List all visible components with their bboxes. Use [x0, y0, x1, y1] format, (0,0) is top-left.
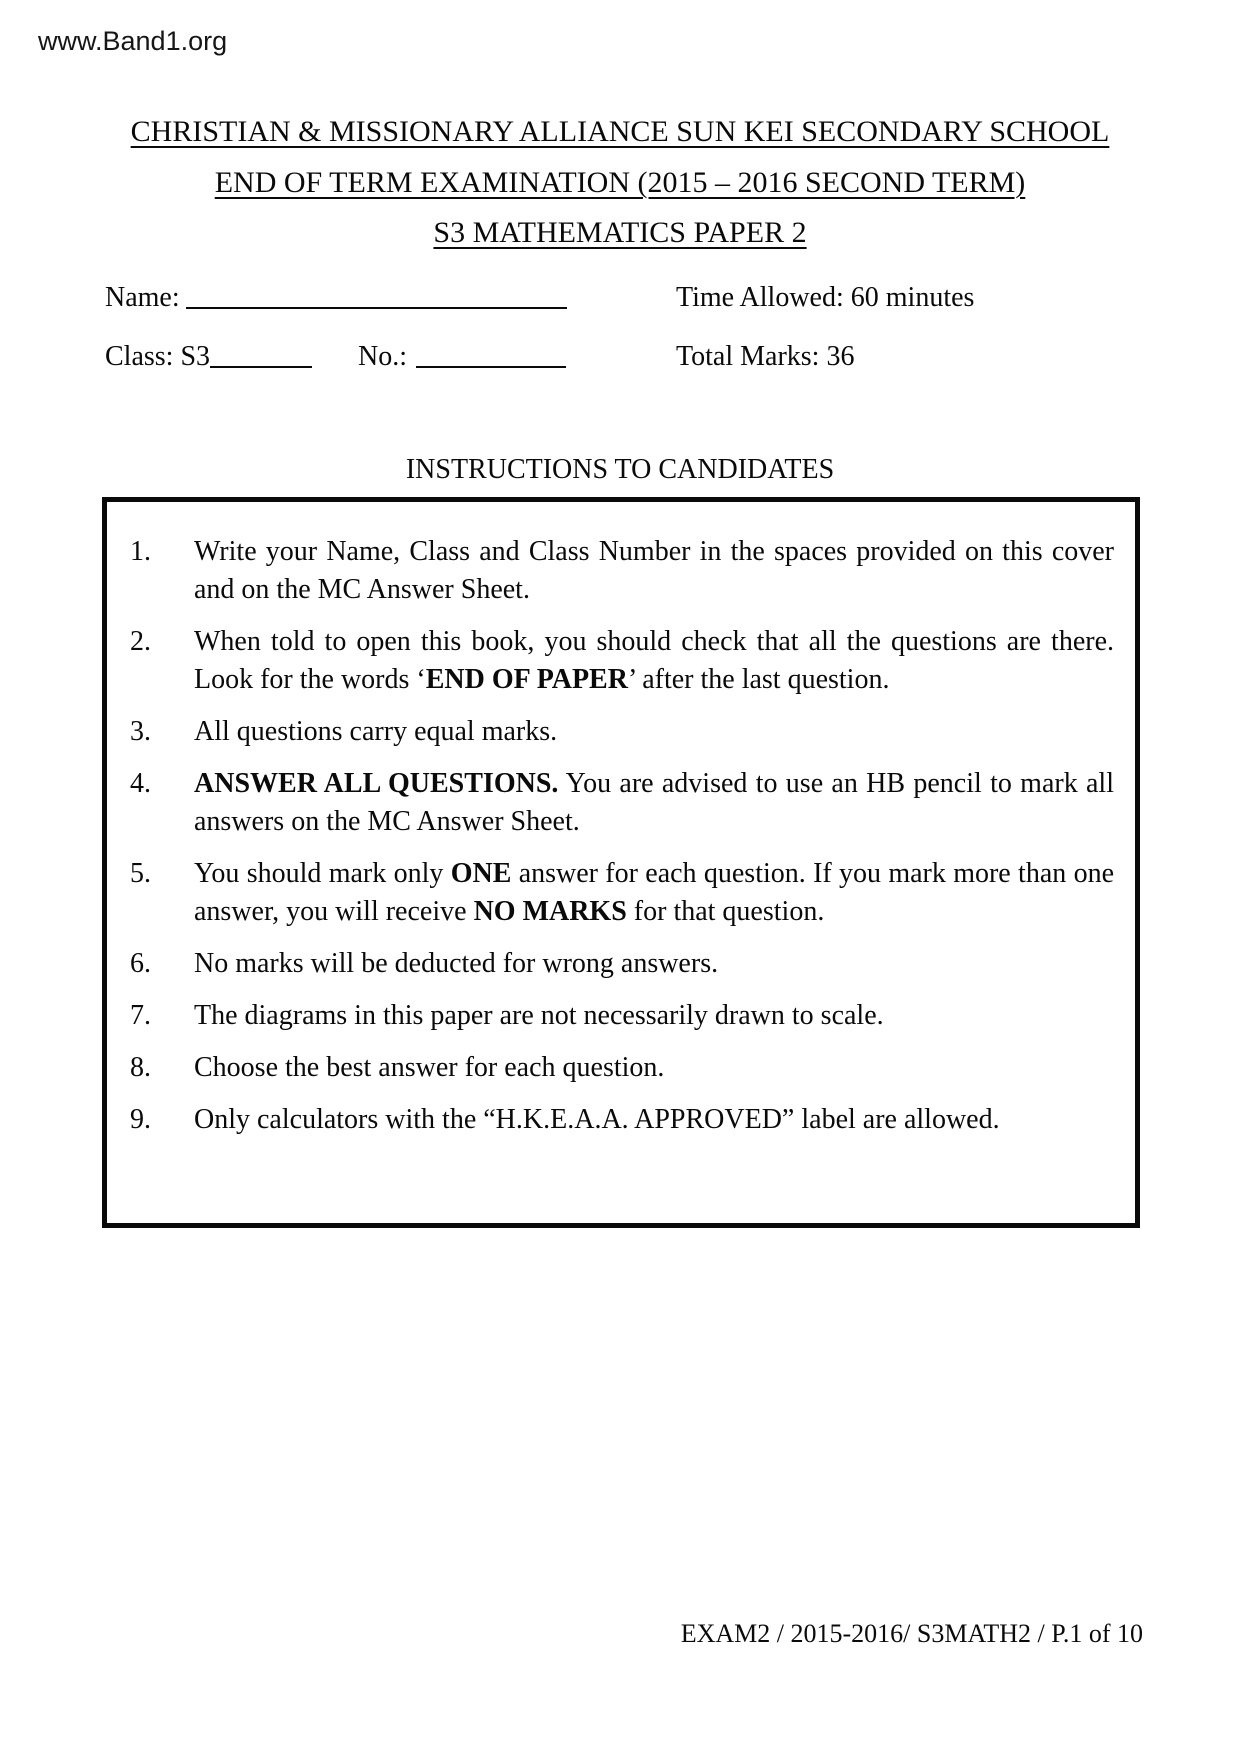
- exam-title: END OF TERM EXAMINATION (2015 – 2016 SECOND TERM): [214, 166, 1026, 199]
- instruction-number: 7.: [130, 1000, 151, 1031]
- class-number-blank-line: [416, 366, 566, 368]
- name-blank-line: [186, 307, 567, 309]
- instruction-item: [130, 623, 1114, 699]
- instruction-item: [130, 765, 1114, 841]
- instruction-number: 4.: [130, 768, 151, 799]
- instruction-item: [130, 1101, 1114, 1139]
- class-row: [105, 340, 1165, 374]
- class-label: Class: S3: [105, 341, 211, 372]
- instruction-number: 2.: [130, 626, 151, 657]
- instruction-text: All questions carry equal marks.: [194, 716, 558, 747]
- instruction-item: [130, 997, 1114, 1035]
- instruction-text: The diagrams in this paper are not necessarily drawn to scale.: [194, 1000, 884, 1031]
- instruction-number: 9.: [130, 1104, 151, 1135]
- instruction-item: [130, 945, 1114, 983]
- instruction-number: 1.: [130, 536, 151, 567]
- instruction-text: ANSWER ALL QUESTIONS. You are advised to use an HB pencil to mark all answers on the MC Answer Sheet.: [194, 768, 1114, 837]
- instruction-item: [130, 855, 1114, 931]
- class-blank-line: [210, 366, 312, 368]
- school-name: CHRISTIAN & MISSIONARY ALLIANCE SUN KEI SECONDARY SCHOOL: [130, 115, 1110, 148]
- instruction-number: 5.: [130, 858, 151, 889]
- page-footer: EXAM2 / 2015-2016/ S3MATH2 / P.1 of 10: [680, 1619, 1143, 1648]
- instruction-text: You should mark only ONE answer for each question. If you mark more than one answer, you will receive NO MARKS for that question.: [194, 858, 1115, 927]
- class-number-group: [358, 340, 566, 374]
- name-label: Name:: [105, 282, 180, 313]
- instruction-number: 8.: [130, 1052, 151, 1083]
- instructions-list: [130, 533, 1114, 1139]
- instruction-text: When told to open this book, you should check that all the questions are there. Look for the words ‘END OF PAPER’ after the last question.: [194, 626, 1114, 695]
- name-row: [105, 281, 1165, 315]
- instruction-item: [130, 533, 1114, 609]
- instructions-box: [102, 497, 1140, 1228]
- instruction-number: 3.: [130, 716, 151, 747]
- instruction-text: Choose the best answer for each question.: [194, 1052, 665, 1083]
- paper-title: S3 MATHEMATICS PAPER 2: [433, 216, 807, 249]
- instruction-text: Only calculators with the “H.K.E.A.A. APPROVED” label are allowed.: [194, 1104, 1000, 1135]
- instruction-text: Write your Name, Class and Class Number in the spaces provided on this cover and on the MC Answer Sheet.: [194, 536, 1114, 605]
- class-number-label: No.:: [358, 341, 407, 372]
- instruction-number: 6.: [130, 948, 151, 979]
- total-marks: Total Marks: 36: [676, 341, 855, 372]
- time-allowed: Time Allowed: 60 minutes: [676, 282, 975, 313]
- instructions-heading: INSTRUCTIONS TO CANDIDATES: [405, 454, 835, 485]
- instruction-text: No marks will be deducted for wrong answers.: [194, 948, 719, 979]
- instruction-item: [130, 713, 1114, 751]
- instruction-item: [130, 1049, 1114, 1087]
- site-watermark: www.Band1.org: [38, 26, 228, 56]
